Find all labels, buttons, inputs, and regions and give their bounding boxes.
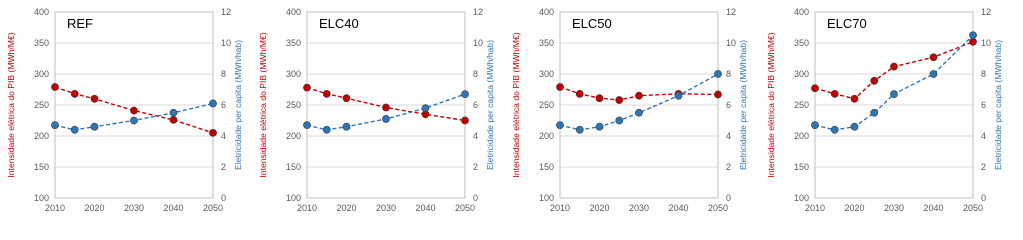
y-right-tick-label: 4 [221,131,227,141]
x-tick-label: 2030 [883,203,905,213]
data-point-intensity [130,107,137,114]
x-tick-label: 2020 [589,203,610,213]
data-point-intensity [556,83,563,90]
data-point-per-capita [831,126,838,133]
y-right-tick-label: 4 [726,131,732,141]
x-tick-label: 2050 [962,203,984,213]
y-left-tick-label: 100 [793,193,809,203]
x-tick-label: 2040 [668,203,689,213]
data-point-per-capita [635,109,642,116]
data-point-intensity [71,90,78,97]
x-tick-label: 2040 [923,203,944,213]
y-right-tick-label: 2 [221,162,227,172]
y-left-tick-label: 350 [33,38,49,48]
data-point-per-capita [303,122,310,129]
y-right-axis-label: Eletricidade per capita (MWh/hab) [993,40,1003,170]
data-point-intensity [91,95,98,102]
data-point-per-capita [596,123,603,130]
y-left-tick-label: 150 [33,162,49,172]
data-point-per-capita [576,126,583,133]
y-right-tick-label: 0 [221,193,227,203]
y-left-tick-label: 250 [33,100,49,110]
y-right-tick-label: 2 [981,162,987,172]
data-point-intensity [969,38,976,45]
y-left-tick-label: 400 [33,7,49,17]
data-point-intensity [871,77,878,84]
y-left-tick-label: 400 [538,7,554,17]
y-right-tick-label: 0 [981,193,987,203]
chart-svg-3 [760,0,1012,228]
y-left-tick-label: 400 [285,7,301,17]
y-right-tick-label: 2 [473,162,479,172]
x-tick-label: 2020 [336,203,357,213]
y-left-tick-label: 400 [793,7,809,17]
data-point-per-capita [170,109,177,116]
y-right-tick-label: 10 [726,38,737,48]
x-tick-label: 2050 [707,203,729,213]
data-point-per-capita [616,117,623,124]
data-point-per-capita [811,122,818,129]
y-left-axis-label: Intensidade elétrica do PIB (MWh/M€) [258,32,268,178]
data-point-per-capita [323,126,330,133]
data-point-intensity [323,90,330,97]
data-point-per-capita [890,91,897,98]
data-point-intensity [343,95,350,102]
data-point-intensity [382,104,389,111]
data-point-intensity [596,95,603,102]
data-point-intensity [811,85,818,92]
chart-svg-1 [252,0,504,228]
x-tick-label: 2030 [628,203,650,213]
data-point-intensity [51,83,58,90]
chart-panel-1 [252,0,504,228]
x-tick-label: 2050 [202,203,224,213]
x-tick-label: 2010 [296,203,318,213]
y-right-axis-label: Eletricidade per capita (MWh/hab) [233,40,243,170]
y-left-tick-label: 100 [538,193,554,203]
chart-svg-0 [0,0,252,228]
x-tick-label: 2010 [549,203,571,213]
y-right-tick-label: 8 [221,69,227,79]
y-right-tick-label: 10 [473,38,484,48]
y-right-tick-label: 2 [726,162,732,172]
y-left-tick-label: 250 [538,100,554,110]
data-point-per-capita [422,105,429,112]
x-tick-label: 2010 [804,203,826,213]
x-tick-label: 2010 [44,203,66,213]
y-right-tick-label: 12 [473,7,484,17]
data-point-per-capita [930,70,937,77]
y-right-tick-label: 6 [726,100,732,110]
data-point-per-capita [343,123,350,130]
y-right-tick-label: 12 [726,7,737,17]
y-right-tick-label: 6 [221,100,227,110]
y-left-tick-label: 350 [538,38,554,48]
data-point-per-capita [382,115,389,122]
chart-panel-2 [505,0,757,228]
y-left-tick-label: 200 [538,131,554,141]
data-point-intensity [831,90,838,97]
data-point-per-capita [556,122,563,129]
chart-panel-3 [760,0,1012,228]
data-point-intensity [616,96,623,103]
y-left-tick-label: 200 [285,131,301,141]
y-right-tick-label: 0 [473,193,479,203]
data-point-per-capita [851,123,858,130]
data-point-per-capita [714,70,721,77]
data-point-intensity [170,116,177,123]
panel-title: ELC70 [827,16,867,31]
data-point-intensity [303,84,310,91]
y-right-tick-label: 12 [981,7,992,17]
chart-panel-0 [0,0,252,228]
y-right-tick-label: 8 [726,69,732,79]
y-left-tick-label: 100 [285,193,301,203]
y-left-axis-label: Intensidade elétrica do PIB (MWh/M€) [6,32,16,178]
y-right-tick-label: 4 [473,131,479,141]
panel-title: ELC40 [319,16,359,31]
y-left-tick-label: 300 [793,69,809,79]
data-point-per-capita [675,92,682,99]
series-line-per-capita [560,74,718,130]
x-tick-label: 2020 [844,203,865,213]
data-point-per-capita [71,126,78,133]
series-line-per-capita [815,35,973,130]
y-left-tick-label: 200 [793,131,809,141]
y-left-tick-label: 250 [285,100,301,110]
y-left-tick-label: 350 [793,38,809,48]
data-point-intensity [714,91,721,98]
x-tick-label: 2020 [84,203,105,213]
y-right-tick-label: 6 [473,100,479,110]
y-right-tick-label: 8 [981,69,987,79]
x-tick-label: 2030 [375,203,397,213]
y-left-axis-label: Intensidade elétrica do PIB (MWh/M€) [511,32,521,178]
data-point-intensity [851,95,858,102]
y-left-tick-label: 150 [285,162,301,172]
y-right-axis-label: Eletricidade per capita (MWh/hab) [485,40,495,170]
x-tick-label: 2050 [454,203,476,213]
data-point-per-capita [969,32,976,39]
y-left-tick-label: 250 [793,100,809,110]
y-right-tick-label: 10 [221,38,232,48]
y-right-tick-label: 4 [981,131,987,141]
data-point-intensity [209,129,216,136]
y-right-axis-label: Eletricidade per capita (MWh/hab) [738,40,748,170]
y-right-tick-label: 0 [726,193,732,203]
data-point-per-capita [51,122,58,129]
data-point-intensity [635,92,642,99]
chart-svg-2 [505,0,757,228]
data-point-intensity [576,90,583,97]
data-point-per-capita [209,100,216,107]
data-point-per-capita [130,117,137,124]
panel-title: ELC50 [572,16,612,31]
x-tick-label: 2040 [415,203,436,213]
panel-title: REF [67,16,93,31]
y-left-tick-label: 300 [285,69,301,79]
x-tick-label: 2030 [123,203,145,213]
y-left-tick-label: 300 [538,69,554,79]
x-tick-label: 2040 [163,203,184,213]
series-line-per-capita [307,94,465,130]
y-left-tick-label: 350 [285,38,301,48]
y-left-tick-label: 100 [33,193,49,203]
data-point-per-capita [91,123,98,130]
y-left-axis-label: Intensidade elétrica do PIB (MWh/M€) [766,32,776,178]
y-right-tick-label: 8 [473,69,479,79]
y-left-tick-label: 300 [33,69,49,79]
y-left-tick-label: 200 [33,131,49,141]
data-point-intensity [461,117,468,124]
data-point-intensity [890,63,897,70]
data-point-per-capita [461,91,468,98]
y-right-tick-label: 10 [981,38,992,48]
y-right-tick-label: 6 [981,100,987,110]
y-left-tick-label: 150 [538,162,554,172]
y-right-tick-label: 12 [221,7,232,17]
y-left-tick-label: 150 [793,162,809,172]
data-point-intensity [930,54,937,61]
data-point-per-capita [871,109,878,116]
